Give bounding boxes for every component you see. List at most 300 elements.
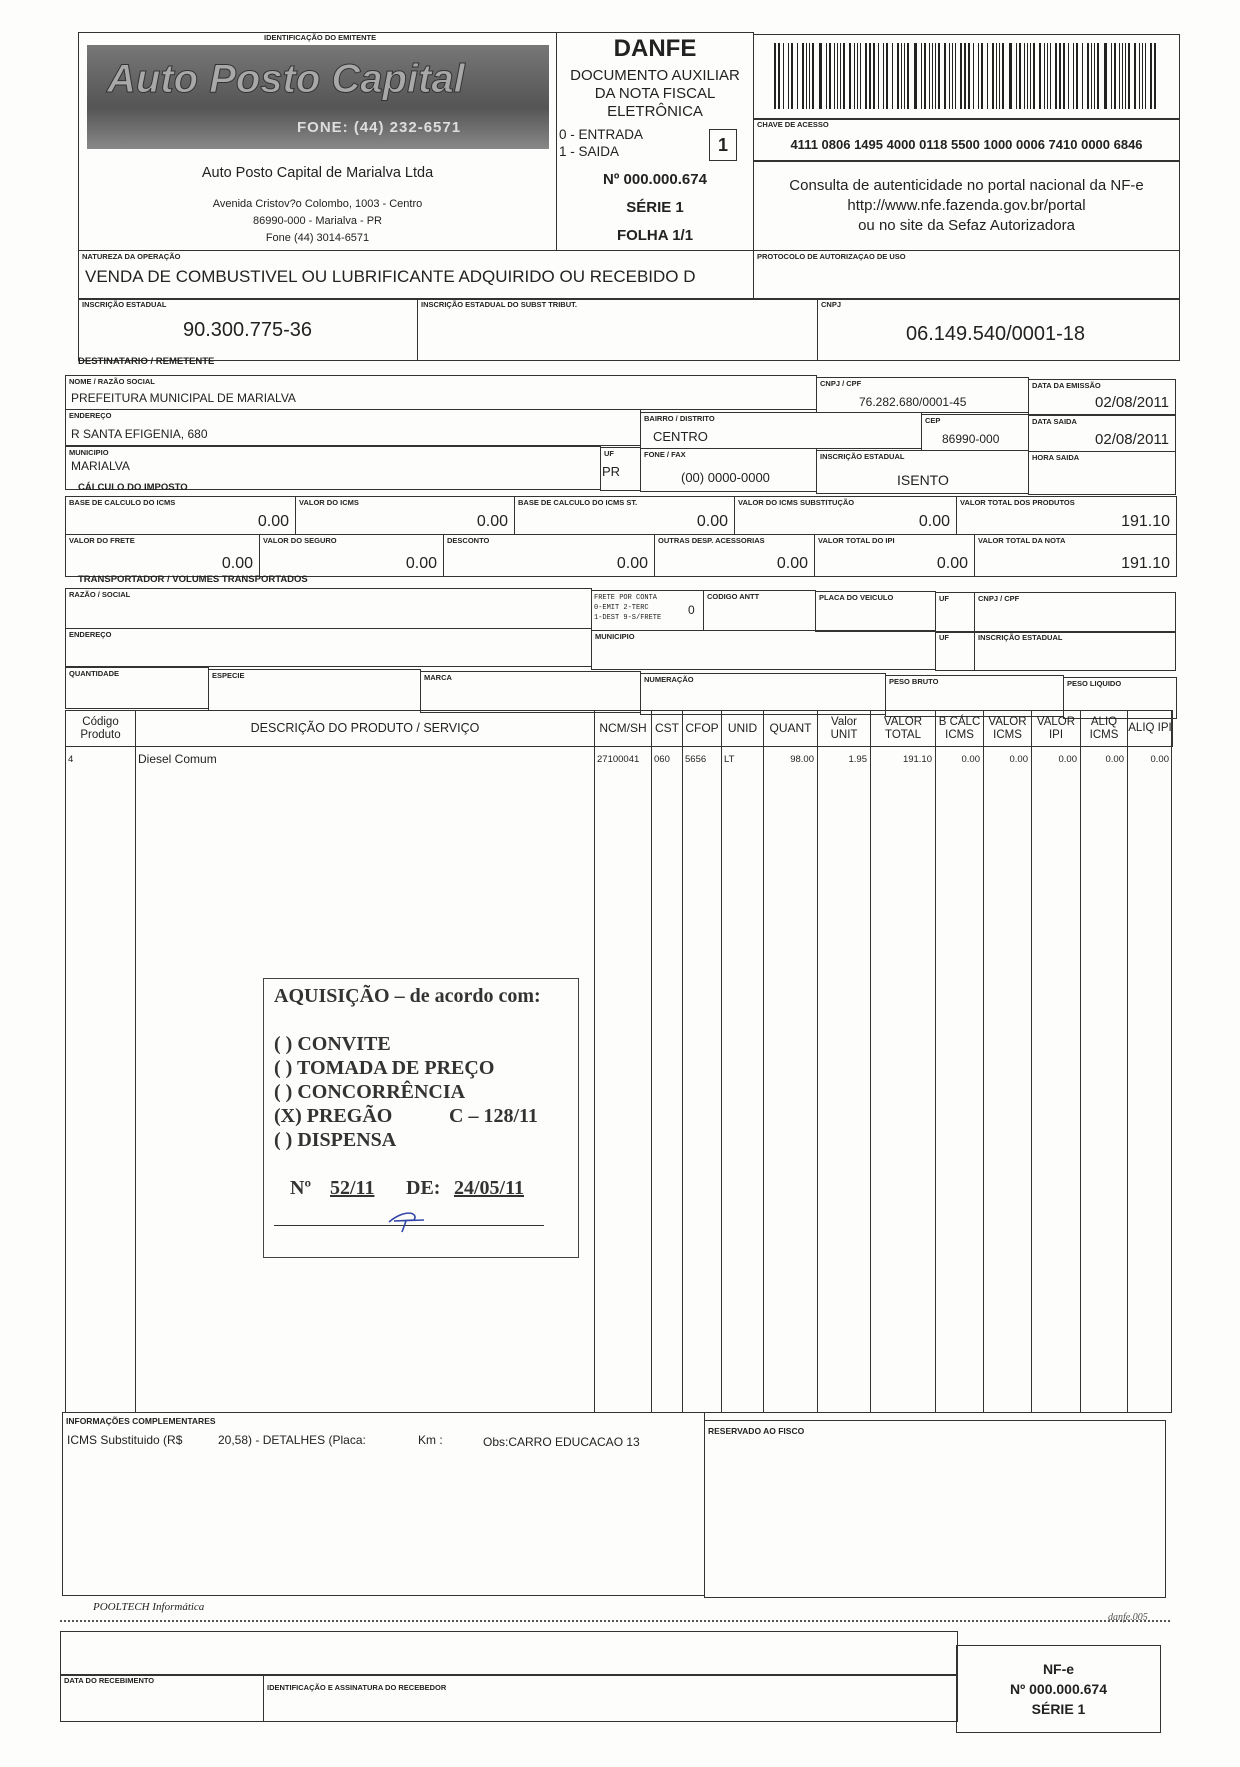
dest-fone-label: FONE / FAX — [644, 450, 686, 459]
imposto-field-label: VALOR DO SEGURO — [263, 536, 337, 545]
barcode-bar — [826, 43, 827, 109]
barcode-bar — [924, 43, 926, 109]
dest-nome-label: NOME / RAZÃO SOCIAL — [69, 377, 155, 386]
stamp-num: 52/11 — [330, 1177, 375, 1199]
cut-line — [60, 1620, 1170, 1622]
natureza-box — [78, 250, 754, 300]
table-cell: 0.00 — [961, 754, 980, 765]
barcode-bar — [1094, 43, 1095, 109]
barcode-bar — [1142, 43, 1143, 109]
danfe-subtitle: ELETRÔNICA — [607, 103, 703, 120]
barcode-bar — [932, 43, 933, 109]
barcode — [774, 43, 1159, 109]
dest-uf-box — [600, 447, 641, 491]
column-header: B CÁLC ICMS — [935, 710, 984, 747]
imposto-field-box — [295, 496, 515, 535]
column-divider — [1031, 747, 1032, 1412]
dest-mun-label: MUNICIPIO — [69, 448, 109, 457]
cnpj-label: CNPJ — [821, 300, 842, 309]
nf-number: Nº 000.000.674 — [603, 171, 707, 188]
barcode-bar — [1082, 43, 1083, 109]
column-divider — [870, 747, 871, 1412]
table-cell: 4 — [68, 754, 74, 765]
barcode-bar — [1119, 43, 1120, 109]
barcode-bar — [1002, 43, 1004, 109]
barcode-bar — [1150, 43, 1152, 109]
barcode-bar — [1047, 43, 1048, 109]
column-divider — [983, 747, 984, 1412]
transp-cnpj-box — [974, 592, 1176, 633]
danfe-box — [556, 32, 754, 251]
barcode-bar — [981, 43, 983, 109]
barcode-bar — [999, 43, 1000, 109]
emitente-box — [78, 32, 557, 251]
column-header: Código Produto — [65, 710, 136, 747]
transp-municipio-box — [591, 630, 936, 670]
imposto-field-label: OUTRAS DESP. ACESSORIAS — [658, 536, 765, 545]
dest-bairro-box — [640, 412, 922, 449]
imposto-field-value: 0.00 — [776, 555, 808, 572]
data-recebimento-label: DATA DO RECEBIMENTO — [64, 1676, 155, 1685]
imposto-field-label: VALOR DO FRETE — [69, 536, 135, 545]
barcode-bar — [944, 43, 946, 109]
barcode-bar — [865, 43, 867, 109]
transp-quantidade-label: QUANTIDADE — [69, 669, 119, 678]
dest-saida-value: 02/08/2011 — [1095, 431, 1169, 448]
column-header: VALOR ICMS — [983, 710, 1032, 747]
barcode-bar — [797, 43, 798, 109]
canhoto-nfe: NF-e — [1042, 1661, 1075, 1677]
canhoto-serie: SÉRIE 1 — [1031, 1701, 1086, 1717]
transp-antt-label: CODIGO ANTT — [707, 592, 760, 601]
transp-endereco-box — [65, 628, 592, 667]
imposto-field-label: VALOR DO ICMS — [299, 498, 359, 507]
imposto-field-label: VALOR DO ICMS SUBSTITUÇÃO — [738, 498, 855, 507]
barcode-bar — [806, 43, 807, 109]
info-complementares-box — [62, 1412, 705, 1596]
barcode-bar — [992, 43, 994, 109]
imposto-field-box — [654, 534, 815, 577]
stamp-option: ( ) CONVITE — [274, 1033, 391, 1055]
barcode-bar — [1111, 43, 1112, 109]
danfe-subtitle: DA NOTA FISCAL — [594, 85, 716, 102]
acquisition-stamp — [263, 978, 579, 1258]
dest-uf-value: PR — [602, 464, 621, 479]
imposto-field-value: 0.00 — [696, 513, 728, 530]
barcode-bar — [1122, 43, 1123, 109]
barcode-bar — [886, 43, 888, 109]
column-header: NCM/SH — [594, 710, 652, 747]
transp-municipio-label: MUNICIPIO — [595, 632, 635, 641]
barcode-bar — [812, 43, 814, 109]
table-cell: 060 — [654, 754, 670, 765]
danfe-subtitle: DOCUMENTO AUXILIAR — [570, 67, 740, 84]
barcode-bar — [964, 43, 966, 109]
barcode-bar — [843, 43, 845, 109]
protocolo-label: PROTOCOLO DE AUTORIZAÇAO DE USO — [757, 252, 906, 261]
transp-quantidade-box — [65, 667, 209, 709]
dest-ie-value: ISENTO — [897, 472, 949, 488]
dest-saida-box — [1028, 415, 1176, 452]
table-cell: 1.95 — [848, 754, 867, 765]
ie-subst-box — [417, 298, 818, 361]
column-divider — [135, 747, 136, 1412]
column-header: UNID — [721, 710, 764, 747]
imposto-field-label: VALOR TOTAL DA NOTA — [978, 536, 1066, 545]
barcode-bar — [809, 43, 810, 109]
table-cell: 0.00 — [1105, 754, 1124, 765]
nf-serie: SÉRIE 1 — [626, 199, 684, 216]
emitente-label: IDENTIFICAÇÃO DO EMITENTE — [264, 33, 377, 42]
frete-option: FRETE POR CONTA — [594, 594, 658, 602]
table-cell: LT — [724, 754, 735, 765]
stamp-option: ( ) DISPENSA — [274, 1129, 397, 1151]
column-divider — [721, 747, 722, 1412]
barcode-bar — [996, 43, 997, 109]
dest-cep-box — [921, 414, 1029, 451]
barcode-bar — [774, 43, 776, 109]
imposto-field-box — [974, 534, 1177, 577]
dest-section-title: DESTINATARIO / REMETENTE — [78, 356, 215, 367]
barcode-bar — [802, 43, 804, 109]
transp-especie-box — [208, 669, 421, 711]
dest-emissao-value: 02/08/2011 — [1095, 394, 1169, 411]
natureza-label: NATUREZA DA OPERAÇÃO — [82, 252, 181, 261]
barcode-bar — [1114, 43, 1116, 109]
barcode-bar — [840, 43, 841, 109]
column-divider — [682, 747, 683, 1412]
dest-mun-value: MARIALVA — [71, 459, 130, 473]
column-divider — [1080, 747, 1081, 1412]
dest-nome-value: PREFEITURA MUNICIPAL DE MARIALVA — [71, 391, 296, 405]
table-cell: 0.00 — [1058, 754, 1077, 765]
info-icms: ICMS Substituido (R$ — [67, 1433, 183, 1447]
imposto-field-box — [514, 496, 735, 535]
stamp-option: ( ) TOMADA DE PREÇO — [274, 1057, 495, 1079]
column-header: Valor UNIT — [817, 710, 871, 747]
ie-subst-label: INSCRIÇÃO ESTADUAL DO SUBST TRIBUT. — [421, 300, 577, 309]
dest-cnpj-box — [816, 377, 1029, 413]
column-divider — [935, 747, 936, 1412]
stamp-date: 24/05/11 — [454, 1177, 525, 1199]
column-divider — [651, 747, 652, 1412]
table-cell: 191.10 — [902, 754, 932, 765]
imposto-field-value: 0.00 — [936, 555, 968, 572]
dest-cnpj-value: 76.282.680/0001-45 — [859, 395, 967, 409]
transp-especie-label: ESPECIE — [212, 671, 245, 680]
stamp-option-selected: (X) PREGÃO — [274, 1105, 393, 1127]
dest-end-label: ENDEREÇO — [69, 411, 112, 420]
assinatura-label: IDENTIFICAÇÃO E ASSINATURA DO RECEBEDOR — [267, 1683, 447, 1692]
imposto-field-label: VALOR TOTAL DOS PRODUTOS — [960, 498, 1075, 507]
frete-option: 1-DEST 9-S/FRETE — [594, 614, 662, 622]
barcode-bar — [860, 43, 861, 109]
transp-marca-label: MARCA — [424, 673, 452, 682]
consulta-url: http://www.nfe.fazenda.gov.br/portal — [847, 197, 1086, 214]
barcode-bar — [778, 43, 780, 109]
dest-cep-value: 86990-000 — [942, 432, 1000, 446]
imposto-field-box — [956, 496, 1177, 535]
barcode-bar — [952, 43, 953, 109]
imposto-field-value: 0.00 — [221, 555, 253, 572]
dest-fone-value: (00) 0000-0000 — [681, 470, 770, 485]
transp-uf-label: UF — [939, 594, 949, 603]
barcode-bar — [907, 43, 909, 109]
imposto-field-value: 191.10 — [1121, 555, 1170, 572]
saida-label: 1 - SAIDA — [559, 144, 620, 159]
barcode-bar — [1097, 43, 1099, 109]
danfe-title: DANFE — [613, 35, 697, 62]
dest-ie-box — [816, 450, 1029, 494]
barcode-bar — [857, 43, 858, 109]
barcode-bar — [829, 43, 831, 109]
imposto-field-box — [259, 534, 444, 577]
barcode-bar — [929, 43, 930, 109]
barcode-bar — [1087, 43, 1089, 109]
dest-nome-box — [65, 375, 817, 410]
barcode-bar — [914, 43, 917, 109]
dest-end-value: R SANTA EFIGENIA, 680 — [71, 427, 208, 441]
canhoto-numero: Nº 000.000.674 — [1010, 1681, 1107, 1697]
imposto-field-value: 0.00 — [476, 513, 508, 530]
consulta-text: ou no site da Sefaz Autorizadora — [858, 217, 1075, 234]
transp-razao-box — [65, 588, 592, 629]
pooltech-label: POOLTECH Informática — [93, 1601, 205, 1613]
transp-placa-label: PLACA DO VEICULO — [819, 593, 894, 602]
transp-cnpj-label: CNPJ / CPF — [978, 594, 1020, 603]
barcode-bar — [987, 43, 988, 109]
ie-label: INSCRIÇÃO ESTADUAL — [82, 300, 167, 309]
imposto-field-box — [65, 534, 260, 577]
barcode-bar — [935, 43, 936, 109]
dest-bairro-value: CENTRO — [653, 429, 708, 444]
stamp-num-label: Nº — [290, 1177, 312, 1199]
barcode-bar — [960, 43, 962, 109]
barcode-bar — [1128, 43, 1130, 109]
table-cell: 0.00 — [1150, 754, 1169, 765]
column-header: CST — [651, 710, 683, 747]
stamp-pregao-ref: C – 128/11 — [449, 1105, 538, 1127]
barcode-bar — [1125, 43, 1126, 109]
transp-ie-label: INSCRIÇÃO ESTADUAL — [978, 633, 1063, 642]
nf-folha: FOLHA 1/1 — [616, 227, 694, 244]
entrada-label: 0 - ENTRADA — [559, 127, 644, 142]
dest-uf-label: UF — [604, 449, 614, 458]
dest-hora-label: HORA SAIDA — [1032, 453, 1080, 462]
barcode-bar — [1076, 43, 1078, 109]
barcode-bar — [1068, 43, 1069, 109]
barcode-bar — [1104, 43, 1107, 109]
barcode-bar — [878, 43, 879, 109]
column-divider — [594, 747, 595, 1412]
transp-section-title: TRANSPORTADOR / VOLUMES TRANSPORTADOS — [78, 574, 308, 585]
barcode-bar — [1139, 43, 1140, 109]
info-label: INFORMAÇÕES COMPLEMENTARES — [66, 1416, 216, 1426]
barcode-bar — [938, 43, 940, 109]
chave-label: CHAVE DE ACESSO — [757, 120, 829, 129]
data-recebimento-box — [60, 1674, 264, 1722]
barcode-bar — [1044, 43, 1045, 109]
dest-hora-box — [1028, 451, 1176, 495]
dest-saida-label: DATA SAIDA — [1032, 417, 1077, 426]
transp-peso-liquido-label: PESO LIQUIDO — [1067, 679, 1122, 688]
imposto-field-label: VALOR TOTAL DO IPI — [818, 536, 895, 545]
consulta-text: Consulta de autenticidade no portal nacional da NF-e — [789, 177, 1144, 194]
barcode-box — [753, 34, 1180, 120]
column-header: VALOR IPI — [1031, 710, 1081, 747]
barcode-bar — [973, 43, 974, 109]
transp-peso-bruto-label: PESO BRUTO — [889, 677, 939, 686]
barcode-bar — [1039, 43, 1041, 109]
barcode-bar — [1073, 43, 1074, 109]
info-obs: Obs:CARRO EDUCACAO 13 — [483, 1435, 640, 1449]
imposto-field-label: BASE DE CALCULO DO ICMS — [69, 498, 176, 507]
barcode-bar — [921, 43, 922, 109]
info-icms-value: 20,58) - DETALHES (Placa: — [218, 1433, 366, 1447]
barcode-bar — [1134, 43, 1136, 109]
table-cell: 5656 — [685, 754, 707, 765]
column-header: ALIQ IPI — [1127, 710, 1173, 747]
barcode-bar — [949, 43, 950, 109]
cnpj-value: 06.149.540/0001-18 — [906, 323, 1086, 345]
protocolo-box — [753, 250, 1180, 300]
consulta-box — [753, 160, 1180, 251]
barcode-bar — [837, 43, 838, 109]
column-header: CFOP — [682, 710, 722, 747]
danfe-code: danfe.005 — [1108, 1612, 1148, 1623]
barcode-bar — [1027, 43, 1028, 109]
signature-mark — [384, 1204, 434, 1234]
stamp-title: AQUISIÇÃO – de acordo com: — [274, 985, 541, 1007]
transp-ie-box — [974, 631, 1176, 671]
barcode-bar — [1024, 43, 1025, 109]
natureza-value: VENDA DE COMBUSTIVEL OU LUBRIFICANTE ADQUIRIDO OU RECEBIDO D — [85, 267, 696, 286]
column-header: VALOR TOTAL — [870, 710, 936, 747]
column-header: DESCRIÇÃO DO PRODUTO / SERVIÇO — [135, 710, 595, 747]
transp-uf2-box — [935, 631, 975, 671]
barcode-bar — [904, 43, 905, 109]
fisco-label: RESERVADO AO FISCO — [708, 1426, 805, 1436]
chave-box — [753, 118, 1180, 162]
emitente-address: Avenida Cristov?o Colombo, 1003 - Centro — [212, 198, 423, 210]
reservado-fisco-box — [704, 1420, 1166, 1598]
transp-razao-label: RAZÃO / SOCIAL — [69, 590, 131, 599]
imposto-section-title: CÁLCULO DO IMPOSTO — [78, 482, 188, 493]
barcode-bar — [791, 43, 793, 109]
dest-emissao-box — [1028, 379, 1176, 415]
imposto-field-box — [814, 534, 975, 577]
column-divider — [817, 747, 818, 1412]
column-divider — [1127, 747, 1128, 1412]
table-cell: 98.00 — [790, 754, 814, 765]
frete-value: 0 — [688, 603, 695, 617]
imposto-field-value: 191.10 — [1121, 513, 1170, 530]
transp-endereco-label: ENDEREÇO — [69, 630, 112, 639]
logo-name: Auto Posto Capital — [107, 57, 465, 101]
imposto-field-box — [734, 496, 957, 535]
barcode-bar — [819, 43, 822, 109]
frete-option: 0-EMIT 2-TERC — [594, 604, 649, 612]
emitente-city: 86990-000 - Marialva - PR — [252, 215, 382, 227]
barcode-bar — [854, 43, 855, 109]
dest-emissao-label: DATA DA EMISSÃO — [1032, 381, 1101, 390]
barcode-bar — [897, 43, 899, 109]
dest-end-box — [65, 409, 641, 446]
transp-numeracao-label: NUMERAÇÃO — [644, 675, 694, 684]
barcode-bar — [1019, 43, 1021, 109]
emitente-name: Auto Posto Capital de Marialva Ltda — [201, 165, 434, 181]
imposto-field-box — [443, 534, 655, 577]
imposto-field-value: 0.00 — [918, 513, 950, 530]
table-cell: 27100041 — [597, 754, 640, 765]
barcode-bar — [1009, 43, 1012, 109]
products-table — [65, 710, 1172, 1413]
barcode-bar — [892, 43, 893, 109]
barcode-bar — [955, 43, 956, 109]
table-cell: Diesel Comum — [138, 752, 217, 766]
barcode-bar — [783, 43, 784, 109]
ie-box — [78, 298, 418, 361]
barcode-bar — [1055, 43, 1057, 109]
barcode-bar — [901, 43, 902, 109]
imposto-field-box — [65, 496, 296, 535]
dest-fone-box — [640, 448, 817, 492]
barcode-bar — [834, 43, 835, 109]
barcode-bar — [1033, 43, 1035, 109]
column-header: QUANT — [763, 710, 818, 747]
barcode-bar — [883, 43, 884, 109]
ie-value: 90.300.775-36 — [183, 319, 313, 341]
dest-ie-label: INSCRIÇÃO ESTADUAL — [820, 452, 905, 461]
cnpj-box — [817, 298, 1180, 361]
transp-uf2-label: UF — [939, 633, 949, 642]
assinatura-box — [263, 1674, 958, 1722]
barcode-bar — [1154, 43, 1156, 109]
barcode-bar — [869, 43, 871, 109]
transp-antt-box — [703, 590, 816, 631]
dest-cnpj-label: CNPJ / CPF — [820, 379, 862, 388]
barcode-bar — [1063, 43, 1065, 109]
transp-frete-box — [591, 590, 704, 631]
barcode-bar — [978, 43, 979, 109]
tipo-operacao-box: 1 — [709, 129, 737, 161]
barcode-bar — [788, 43, 789, 109]
imposto-field-label: BASE DE CALCULO DO ICMS ST. — [518, 498, 638, 507]
emitente-phone: Fone (44) 3014-6571 — [265, 232, 370, 244]
stamp-de-label: DE: — [406, 1177, 441, 1199]
barcode-bar — [1091, 43, 1092, 109]
stamp-option: ( ) CONCORRÊNCIA — [274, 1081, 466, 1103]
barcode-bar — [1059, 43, 1061, 109]
barcode-bar — [873, 43, 875, 109]
transp-uf-box — [935, 592, 975, 633]
emitter-logo — [87, 45, 549, 149]
imposto-field-value: 0.00 — [616, 555, 648, 572]
barcode-bar — [849, 43, 851, 109]
barcode-bar — [1030, 43, 1031, 109]
transp-placa-box — [815, 591, 936, 632]
canhoto-nfe-box — [956, 1645, 1161, 1733]
transp-numeracao-box — [640, 673, 886, 715]
chave-value: 4111 0806 1495 4000 0118 5500 1000 0006 7410 0000 6846 — [790, 137, 1143, 152]
dest-bairro-label: BAIRRO / DISTRITO — [644, 414, 715, 423]
barcode-bar — [968, 43, 970, 109]
barcode-bar — [1016, 43, 1017, 109]
imposto-field-value: 0.00 — [257, 513, 289, 530]
imposto-field-value: 0.00 — [405, 555, 437, 572]
dest-cep-label: CEP — [925, 416, 941, 425]
column-header: ALIQ ICMS — [1080, 710, 1128, 747]
